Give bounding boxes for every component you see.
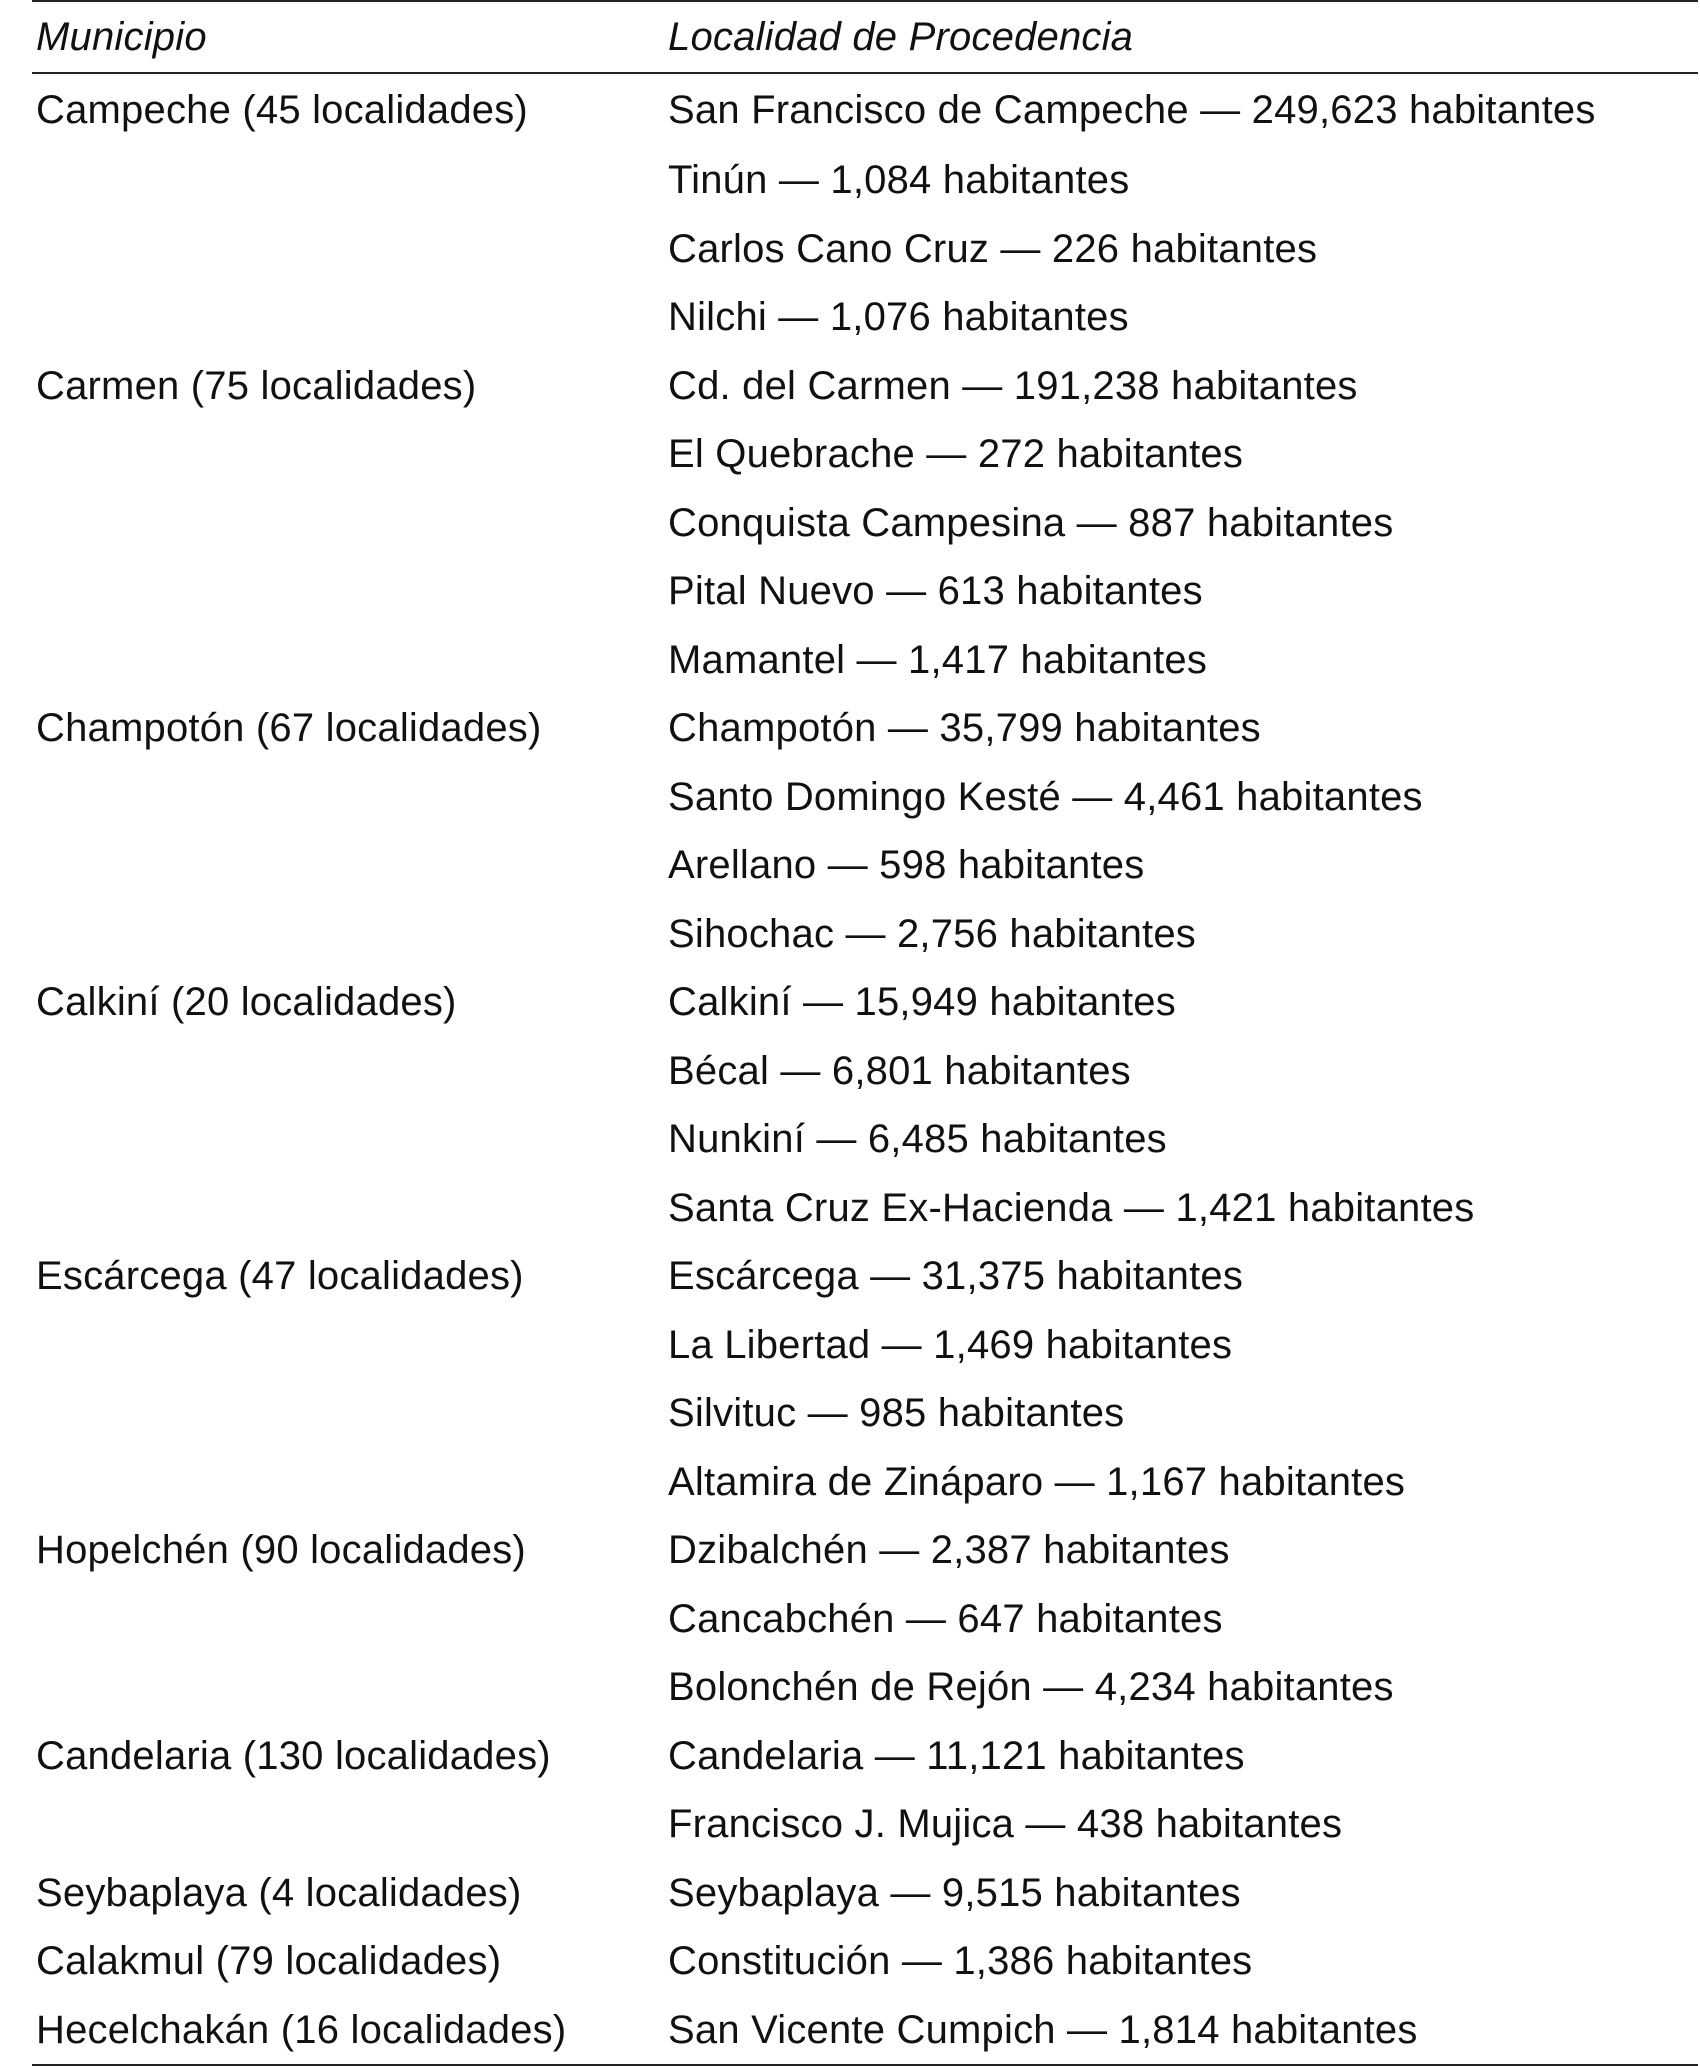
municipio-cell: Carmen (75 localidades) [36,363,477,408]
table-row [32,1996,1698,2065]
municipio-cell [32,763,668,832]
table-row [32,831,1698,900]
municipio-cell [32,1037,668,1106]
municipio-cell [32,900,668,969]
table-row [32,1037,1698,1106]
municipio-cell [32,557,668,626]
localidad-cell: Bolonchén de Rejón — 4,234 habitantes [668,1665,1394,1710]
municipio-cell [32,1379,668,1448]
table-row [32,420,1698,489]
table-row [32,968,1698,1037]
table-body [32,73,1698,2065]
table-row [32,1722,1698,1791]
localidad-cell: El Quebrache — 272 habitantes [668,432,1244,477]
municipio-cell [32,215,668,284]
municipio-cell [32,626,668,695]
municipio-cell [32,1174,668,1243]
table-row [32,352,1698,421]
header-municipio: Municipio [32,1,668,73]
municipio-cell [32,1585,668,1654]
municipio-cell: Campeche (45 localidades) [36,88,528,132]
localidad-cell: Nilchi — 1,076 habitantes [668,295,1129,340]
localidad-cell: Champotón — 35,799 habitantes [668,706,1261,751]
localidad-cell: La Libertad — 1,469 habitantes [668,1322,1233,1367]
table-header [32,1,1698,73]
municipio-cell [32,1105,668,1174]
localidad-cell: Nunkiní — 6,485 habitantes [668,1117,1167,1162]
localidad-cell: Arellano — 598 habitantes [668,843,1145,888]
municipio-cell [32,831,668,900]
municipio-cell [32,1653,668,1722]
table-row [32,1311,1698,1380]
localidad-cell: Santa Cruz Ex-Hacienda — 1,421 habitantes [668,1185,1475,1230]
localidad-cell: Sihochac — 2,756 habitantes [668,911,1196,956]
localidad-cell: Seybaplaya — 9,515 habitantes [668,1870,1241,1915]
table-row [32,1105,1698,1174]
table-row [32,1859,1698,1928]
localidad-cell: Pital Nuevo — 613 habitantes [668,569,1203,614]
table-row [32,900,1698,969]
localidad-cell: Conquista Campesina — 887 habitantes [668,500,1394,545]
table-row [32,1927,1698,1996]
localidad-cell: Calkiní — 15,949 habitantes [668,980,1176,1025]
municipio-cell [32,1311,668,1380]
table-row [32,1653,1698,1722]
localidad-cell: Tinún — 1,084 habitantes [668,158,1130,203]
municipio-cell [32,1790,668,1859]
municipio-cell: Seybaplaya (4 localidades) [36,1870,522,1915]
table-row [32,1790,1698,1859]
localidad-cell: Candelaria — 11,121 habitantes [668,1733,1245,1778]
localidad-cell: Bécal — 6,801 habitantes [668,1048,1131,1093]
table-row [32,1174,1698,1243]
table-row [32,1242,1698,1311]
localidad-cell: Silvituc — 985 habitantes [668,1391,1125,1436]
header-localidad: Localidad de Procedencia [668,1,1698,73]
localidades-table [32,0,1698,2066]
table-row [32,1516,1698,1585]
localidad-cell: San Francisco de Campeche — 249,623 habitantes [668,88,1596,132]
municipio-cell: Hopelchén (90 localidades) [36,1528,526,1573]
localidad-cell: Carlos Cano Cruz — 226 habitantes [668,226,1318,271]
municipio-cell [32,146,668,215]
table-row [32,215,1698,284]
municipio-cell: Calkiní (20 localidades) [36,980,457,1025]
table-row [32,557,1698,626]
municipio-cell: Hecelchakán (16 localidades) [36,2007,567,2052]
header-row [32,1,1698,73]
municipio-cell [32,283,668,352]
table-row [32,694,1698,763]
municipio-cell [32,420,668,489]
table-row [32,626,1698,695]
table-row [32,1379,1698,1448]
municipio-cell: Champotón (67 localidades) [36,706,542,751]
table-row [32,73,1698,146]
localidad-cell: San Vicente Cumpich — 1,814 habitantes [668,2007,1418,2052]
municipio-cell [32,489,668,558]
table-row [32,1585,1698,1654]
municipio-cell: Calakmul (79 localidades) [36,1939,502,1984]
localidad-cell: Cancabchén — 647 habitantes [668,1596,1223,1641]
municipio-cell: Candelaria (130 localidades) [36,1733,551,1778]
table-row [32,146,1698,215]
municipio-cell: Escárcega (47 localidades) [36,1254,524,1299]
table-row [32,763,1698,832]
localidad-cell: Cd. del Carmen — 191,238 habitantes [668,363,1358,408]
localidad-cell: Dzibalchén — 2,387 habitantes [668,1528,1230,1573]
table-row [32,283,1698,352]
table-row [32,489,1698,558]
localidad-cell: Francisco J. Mujica — 438 habitantes [668,1802,1343,1847]
localidad-cell: Santo Domingo Kesté — 4,461 habitantes [668,774,1423,819]
localidad-cell: Constitución — 1,386 habitantes [668,1939,1253,1984]
localidad-cell: Mamantel — 1,417 habitantes [668,637,1208,682]
localidad-cell: Altamira de Zináparo — 1,167 habitantes [668,1459,1406,1504]
localidad-cell: Escárcega — 31,375 habitantes [668,1254,1244,1299]
table-row [32,1448,1698,1517]
municipio-cell [32,1448,668,1517]
